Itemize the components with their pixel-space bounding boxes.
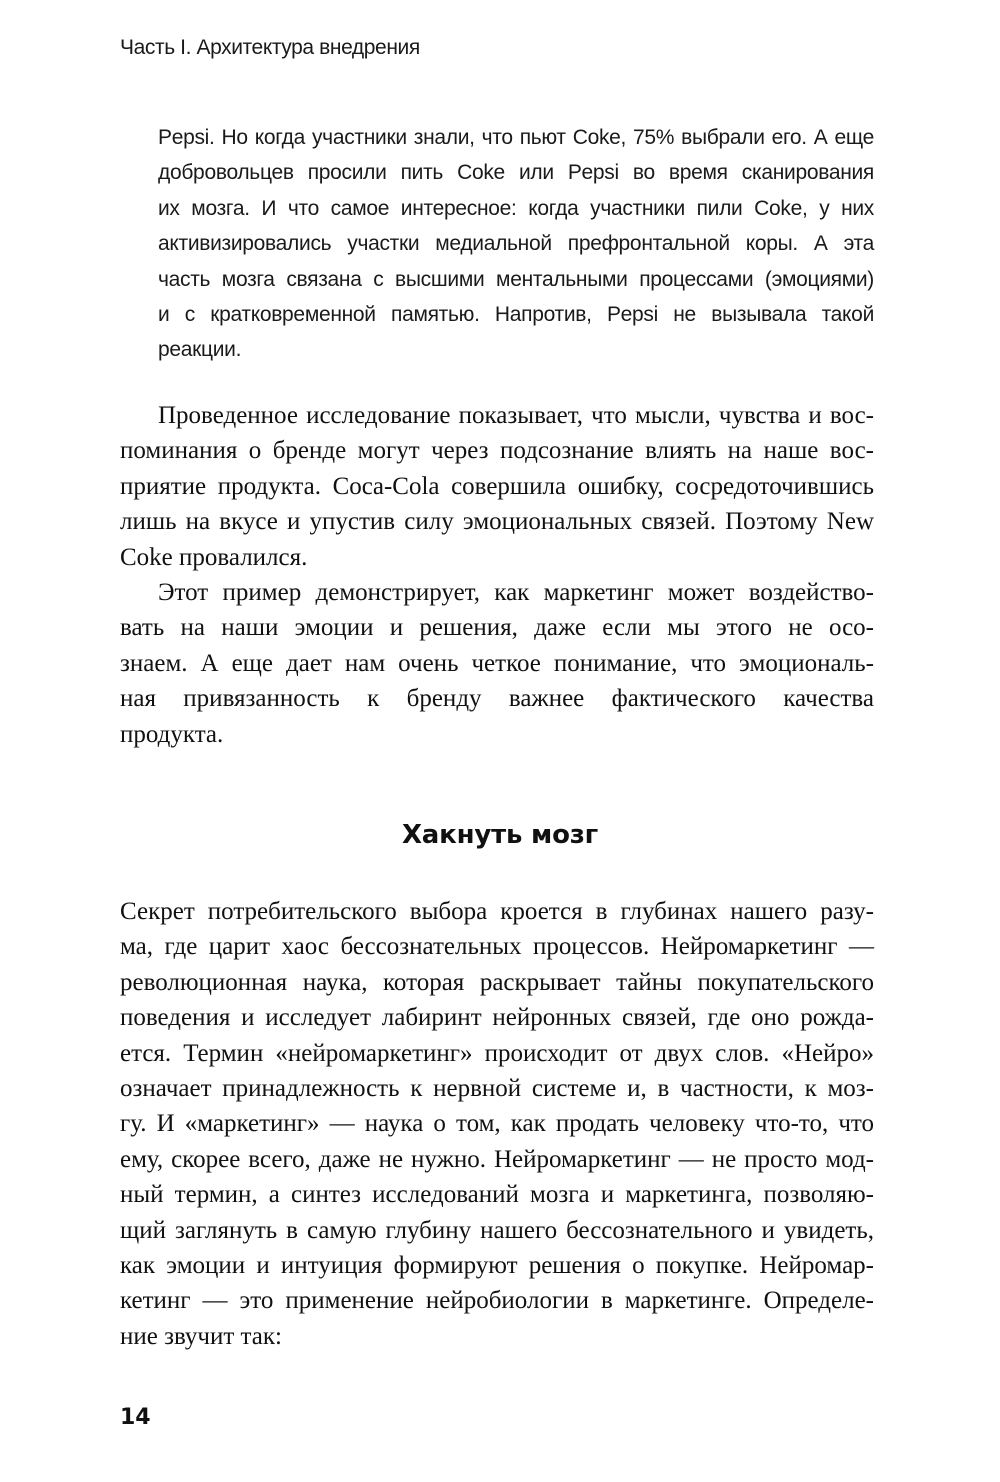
section-heading: Хакнуть мозг xyxy=(401,820,599,850)
text-line: активизировались участки медиальной префронтальной коры. А эта xyxy=(158,232,874,256)
page-number: 14 xyxy=(120,1405,151,1430)
text-line: лишь на вкусе и упустив силу эмоциональных связей. Поэтому New xyxy=(120,508,874,536)
text-line: добровольцев просили пить Coke или Pepsi во время сканирования xyxy=(158,161,874,185)
text-line: Секрет потребительского выбора кроется в глубинах нашего разу- xyxy=(120,898,874,925)
paragraph-3 xyxy=(120,894,874,1354)
text-line: гу. И «маркетинг» — наука о том, как продать человеку что-то, что xyxy=(120,1110,874,1138)
text-line: ется. Термин «нейромаркетинг» происходит от двух слов. «Нейро» xyxy=(120,1039,874,1067)
sidebar-quote xyxy=(158,120,874,368)
text-line: продукта. xyxy=(120,720,224,748)
running-head: Часть I. Архитектура внедрения xyxy=(120,36,420,59)
text-line: ный термин, а синтез исследований мозга и маркетинга, позволяю- xyxy=(120,1181,874,1209)
text-line: приятие продукта. Coca-Cola совершила ошибку, сосредоточившись xyxy=(120,472,874,500)
text-line: как эмоции и интуиция формируют решения о покупке. Нейромар- xyxy=(120,1251,874,1279)
text-line: ему, скорее всего, даже не нужно. Нейромаркетинг — не просто мод- xyxy=(120,1145,874,1173)
text-line: Pepsi. Но когда участники знали, что пьют Coke, 75% выбрали его. А еще xyxy=(158,126,874,149)
text-line: и с кратковременной памятью. Напротив, Pepsi не вызывала такой xyxy=(158,302,874,326)
text-line: щий заглянуть в самую глубину нашего бессознательного и увидеть, xyxy=(120,1216,874,1244)
text-line: их мозга. И что самое интересное: когда участники пили Coke, у них xyxy=(158,196,874,220)
text-line: кетинг — это применение нейробиологии в маркетинге. Определе- xyxy=(120,1287,874,1315)
text-line: поминания о бренде могут через подсознание влиять на наше вос- xyxy=(120,437,874,465)
text-line: вать на наши эмоции и решения, даже если мы этого не осо- xyxy=(120,614,874,642)
paragraph-1 xyxy=(120,398,874,575)
paragraph-2 xyxy=(120,575,874,752)
text-line: реакции. xyxy=(158,338,242,362)
text-line: означает принадлежность к нервной системе и, в частности, к моз- xyxy=(120,1074,874,1102)
text-line: Coke провалился. xyxy=(120,543,308,571)
text-line: революционная наука, которая раскрывает тайны покупательского xyxy=(120,968,874,996)
text-line: Проведенное исследование показывает, что мысли, чувства и вос- xyxy=(158,402,874,429)
text-line: часть мозга связана с высшими ментальными процессами (эмоциями) xyxy=(158,267,874,291)
text-line: знаем. А еще дает нам очень четкое понимание, что эмоциональ- xyxy=(120,649,874,677)
text-line: ма, где царит хаос бессознательных процессов. Нейромаркетинг — xyxy=(120,933,874,961)
text-line: Этот пример демонстрирует, как маркетинг может воздейство- xyxy=(158,579,874,606)
text-line: ная привязанность к бренду важнее фактического качества xyxy=(120,685,874,713)
text-line: ние звучит так: xyxy=(120,1322,282,1350)
text-line: поведения и исследует лабиринт нейронных связей, где оно рожда- xyxy=(120,1004,874,1032)
